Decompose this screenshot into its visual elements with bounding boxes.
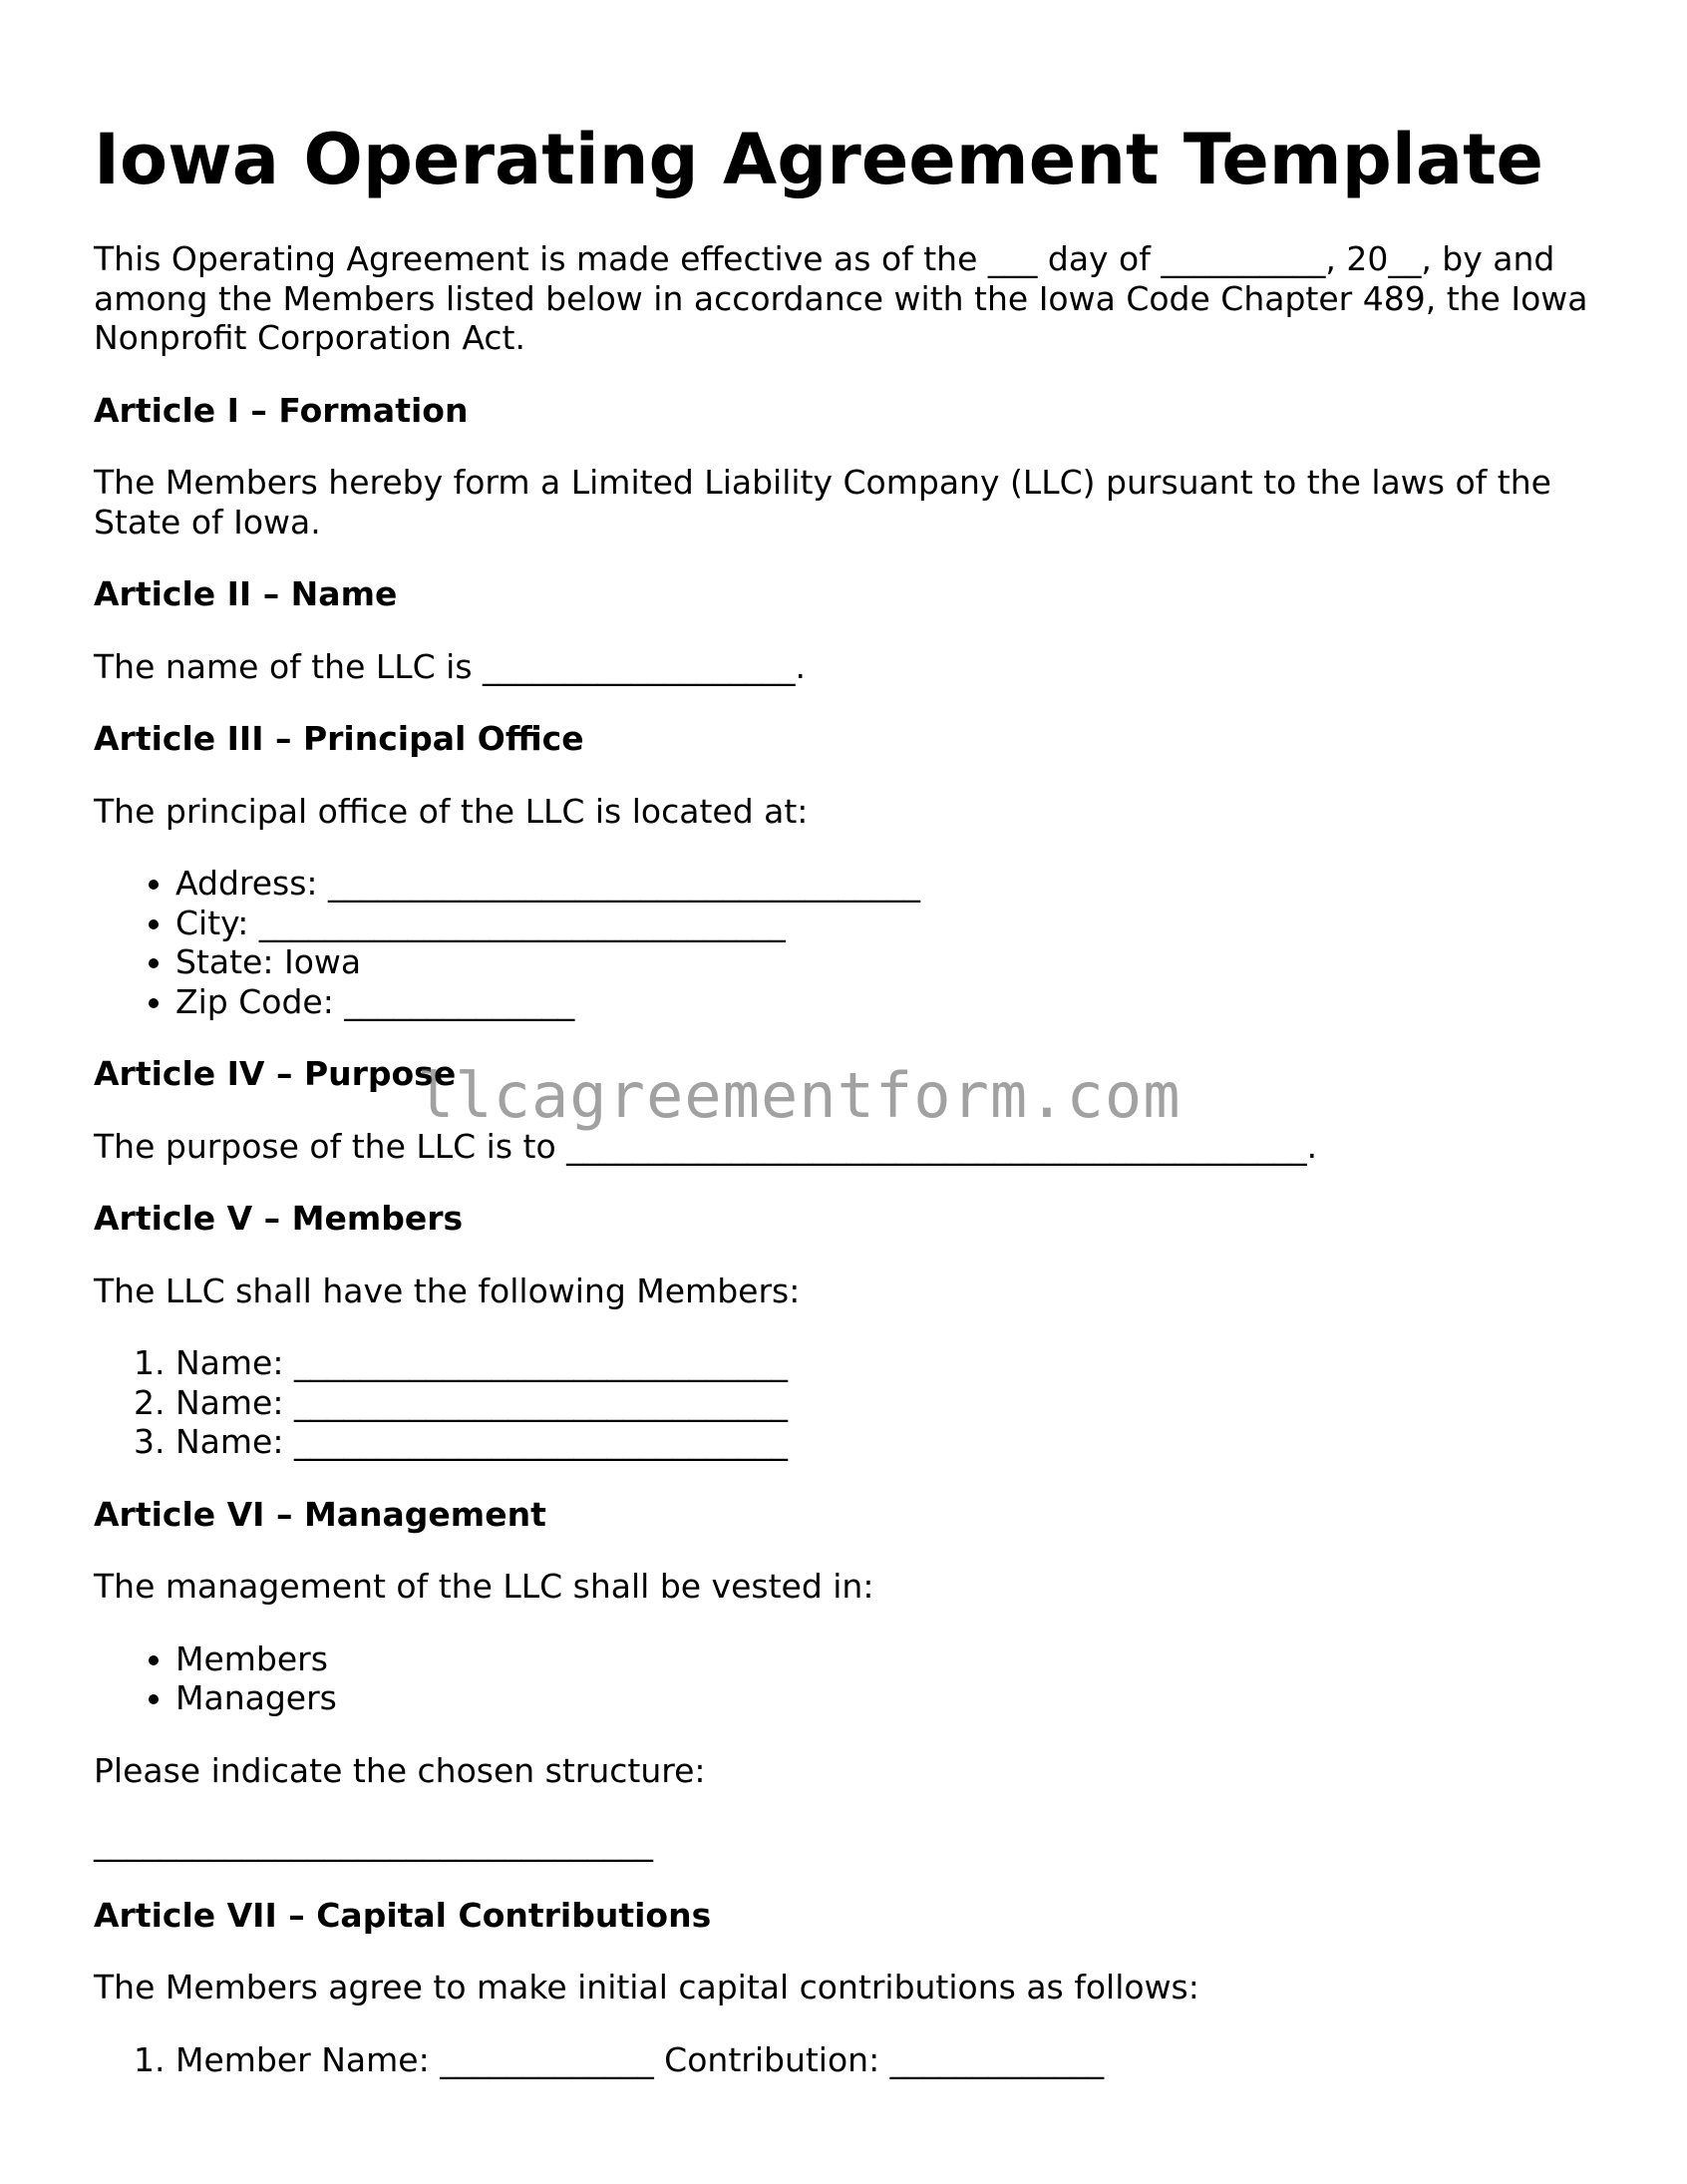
city-item: • City: ________________________________ [175, 904, 1599, 943]
address-item: • Address: ____________________________________ [175, 864, 1599, 904]
article-3-text: The principal office of the LLC is located at: [94, 791, 809, 831]
structure-blank-line: __________________________________ [94, 1823, 653, 1862]
article-3-heading: Article III – Principal Office [94, 719, 584, 758]
article-4-heading: Article IV – Purpose [94, 1054, 457, 1093]
member-name-item: 1. Name: ______________________________ [175, 1343, 1599, 1383]
article-5-text: The LLC shall have the following Members: [94, 1271, 801, 1310]
state-item: • State: Iowa [175, 942, 1599, 982]
contributions-list [94, 2040, 1599, 2080]
management-options-list [94, 1639, 1599, 1718]
page-title: Iowa Operating Agreement Template [94, 119, 1544, 200]
watermark: llcagreementform.com [417, 1059, 1181, 1132]
intro-paragraph: This Operating Agreement is made effective as of the ___ day of __________, 20__, by and among the Members listed below in accordance with the Iowa Code Chapter 489, the Iowa Nonprofit Corporation Act. [94, 239, 1588, 357]
article-2-text: The name of the LLC is ___________________. [94, 646, 807, 686]
members-list [94, 1343, 1599, 1462]
contribution-item: 1. Member Name: _____________ Contribution: _____________ [175, 2040, 1599, 2080]
article-5-heading: Article V – Members [94, 1199, 464, 1238]
zip-code-item: • Zip Code: ______________ [175, 982, 1599, 1022]
management-option-members: • Members [175, 1639, 1599, 1679]
article-6-text: The management of the LLC shall be vested in: [94, 1567, 874, 1606]
management-option-managers: • Managers [175, 1678, 1599, 1718]
structure-prompt: Please indicate the chosen structure: [94, 1750, 706, 1790]
article-6-heading: Article VI – Management [94, 1494, 546, 1534]
member-name-item: 2. Name: ______________________________ [175, 1383, 1599, 1423]
article-7-text: The Members agree to make initial capital contributions as follows: [94, 1968, 1199, 2006]
office-address-list [94, 864, 1599, 1021]
article-1-heading: Article I – Formation [94, 390, 469, 430]
article-1-text: The Members hereby form a Limited Liability Company (LLC) pursuant to the laws of the State of Iowa. [94, 463, 1551, 542]
article-2-heading: Article II – Name [94, 574, 398, 613]
article-7-heading: Article VII – Capital Contributions [94, 1895, 712, 1935]
article-4-text: The purpose of the LLC is to _____________________________________________. [94, 1126, 1318, 1166]
member-name-item: 3. Name: ______________________________ [175, 1422, 1599, 1462]
document-body [94, 239, 1599, 2112]
